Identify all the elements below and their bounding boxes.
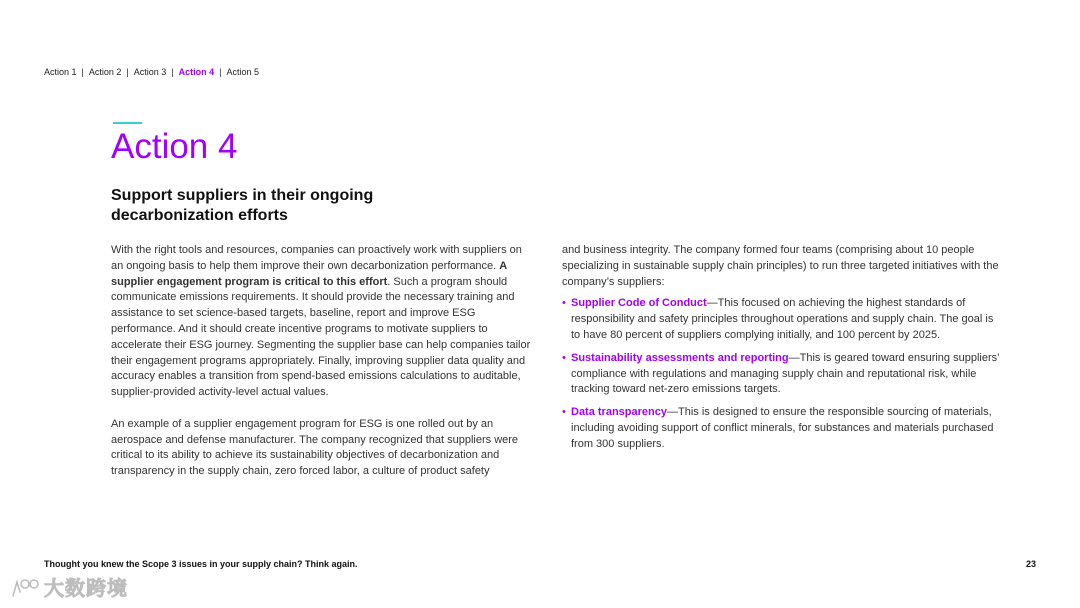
bullet-title: Supplier Code of Conduct xyxy=(571,297,707,310)
bullet-text: —This is designed to ensure the responsible sourcing of materials, including avoiding support of conflict minerals, for substances and materials purchased from 300 suppliers. xyxy=(571,406,994,450)
footer-caption: Thought you knew the Scope 3 issues in your supply chain? Think again. xyxy=(44,559,358,569)
page-title: Action 4 xyxy=(111,127,238,166)
continued-paragraph: and business integrity. The company formed four teams (comprising about 10 people specializing in sustainable supply chain principles) to run three targeted initiatives with the company’s suppliers: xyxy=(562,244,999,288)
example-paragraph: An example of a supplier engagement program for ESG is one rolled out by an aerospace and defense manufacturer. The company recognized that suppliers were critical to its ability to achieve its sustainability objectives of decarbonization and transparency in the supply chain, zero forced labor, a culture of product safety xyxy=(111,417,519,478)
nav-separator: | xyxy=(171,67,174,77)
intro-emphasis: A supplier engagement program is critical to this effort xyxy=(111,259,507,288)
bullet-text: —This focused on achieving the highest standards of responsibility and safety principles throughout operations and supply chain. The goal is to have 80 percent of suppliers complying initially, and 100 percent by 2025. xyxy=(571,297,994,341)
nav-item-action-3[interactable]: Action 3 xyxy=(133,67,167,77)
nav-separator: | xyxy=(81,67,84,77)
watermark-logo-icon xyxy=(10,576,40,598)
title-accent-line xyxy=(113,122,142,124)
nav-separator: | xyxy=(126,67,129,77)
bullet-title: Sustainability assessments and reporting xyxy=(571,351,789,364)
nav-item-action-1[interactable]: Action 1 xyxy=(44,67,77,77)
nav-item-action-2[interactable]: Action 2 xyxy=(88,67,122,77)
watermark-text: 大数跨境 xyxy=(44,578,128,600)
intro-text: With the right tools and resources, companies can proactively work with suppliers on an ongoing basis to help them improve their own decarbonization performance. xyxy=(111,244,522,272)
bullet-title: Data transparency xyxy=(571,406,667,419)
page-number: 23 xyxy=(1025,559,1036,569)
nav-item-action-4[interactable]: Action 4 xyxy=(178,67,215,77)
intro-paragraph xyxy=(111,243,536,401)
bullet-text: —This is geared toward ensuring suppliers’ compliance with regulations and managing supply chain and reputational risk, while tracking toward net-zero emissions targets. xyxy=(571,351,1000,396)
section-nav xyxy=(44,67,259,77)
watermark xyxy=(10,572,128,601)
list-item xyxy=(562,405,1002,452)
list-item xyxy=(562,296,1002,343)
left-column xyxy=(111,243,536,480)
page-subtitle: Support suppliers in their ongoing decarbonization efforts xyxy=(111,187,374,224)
list-item xyxy=(562,351,1002,398)
nav-item-action-5[interactable]: Action 5 xyxy=(226,67,260,77)
right-column xyxy=(562,243,1002,460)
initiatives-list xyxy=(562,296,1002,452)
nav-separator: | xyxy=(219,67,222,77)
intro-text-continued: . Such a program should communicate emissions requirements. It should provide the necessary training and assistance to set science-based targets, baseline, report and improve ESG performance. And it should create incentive programs to motivate suppliers to accelerate their ESG journey. Segmenting the supplier base can help companies tailor their engagement programs appropriately. Finally, improving supplier data quality and accuracy enables a transition from spend-based emissions calculations to auditable, supplier-provided activity-level actual values. xyxy=(111,275,531,399)
